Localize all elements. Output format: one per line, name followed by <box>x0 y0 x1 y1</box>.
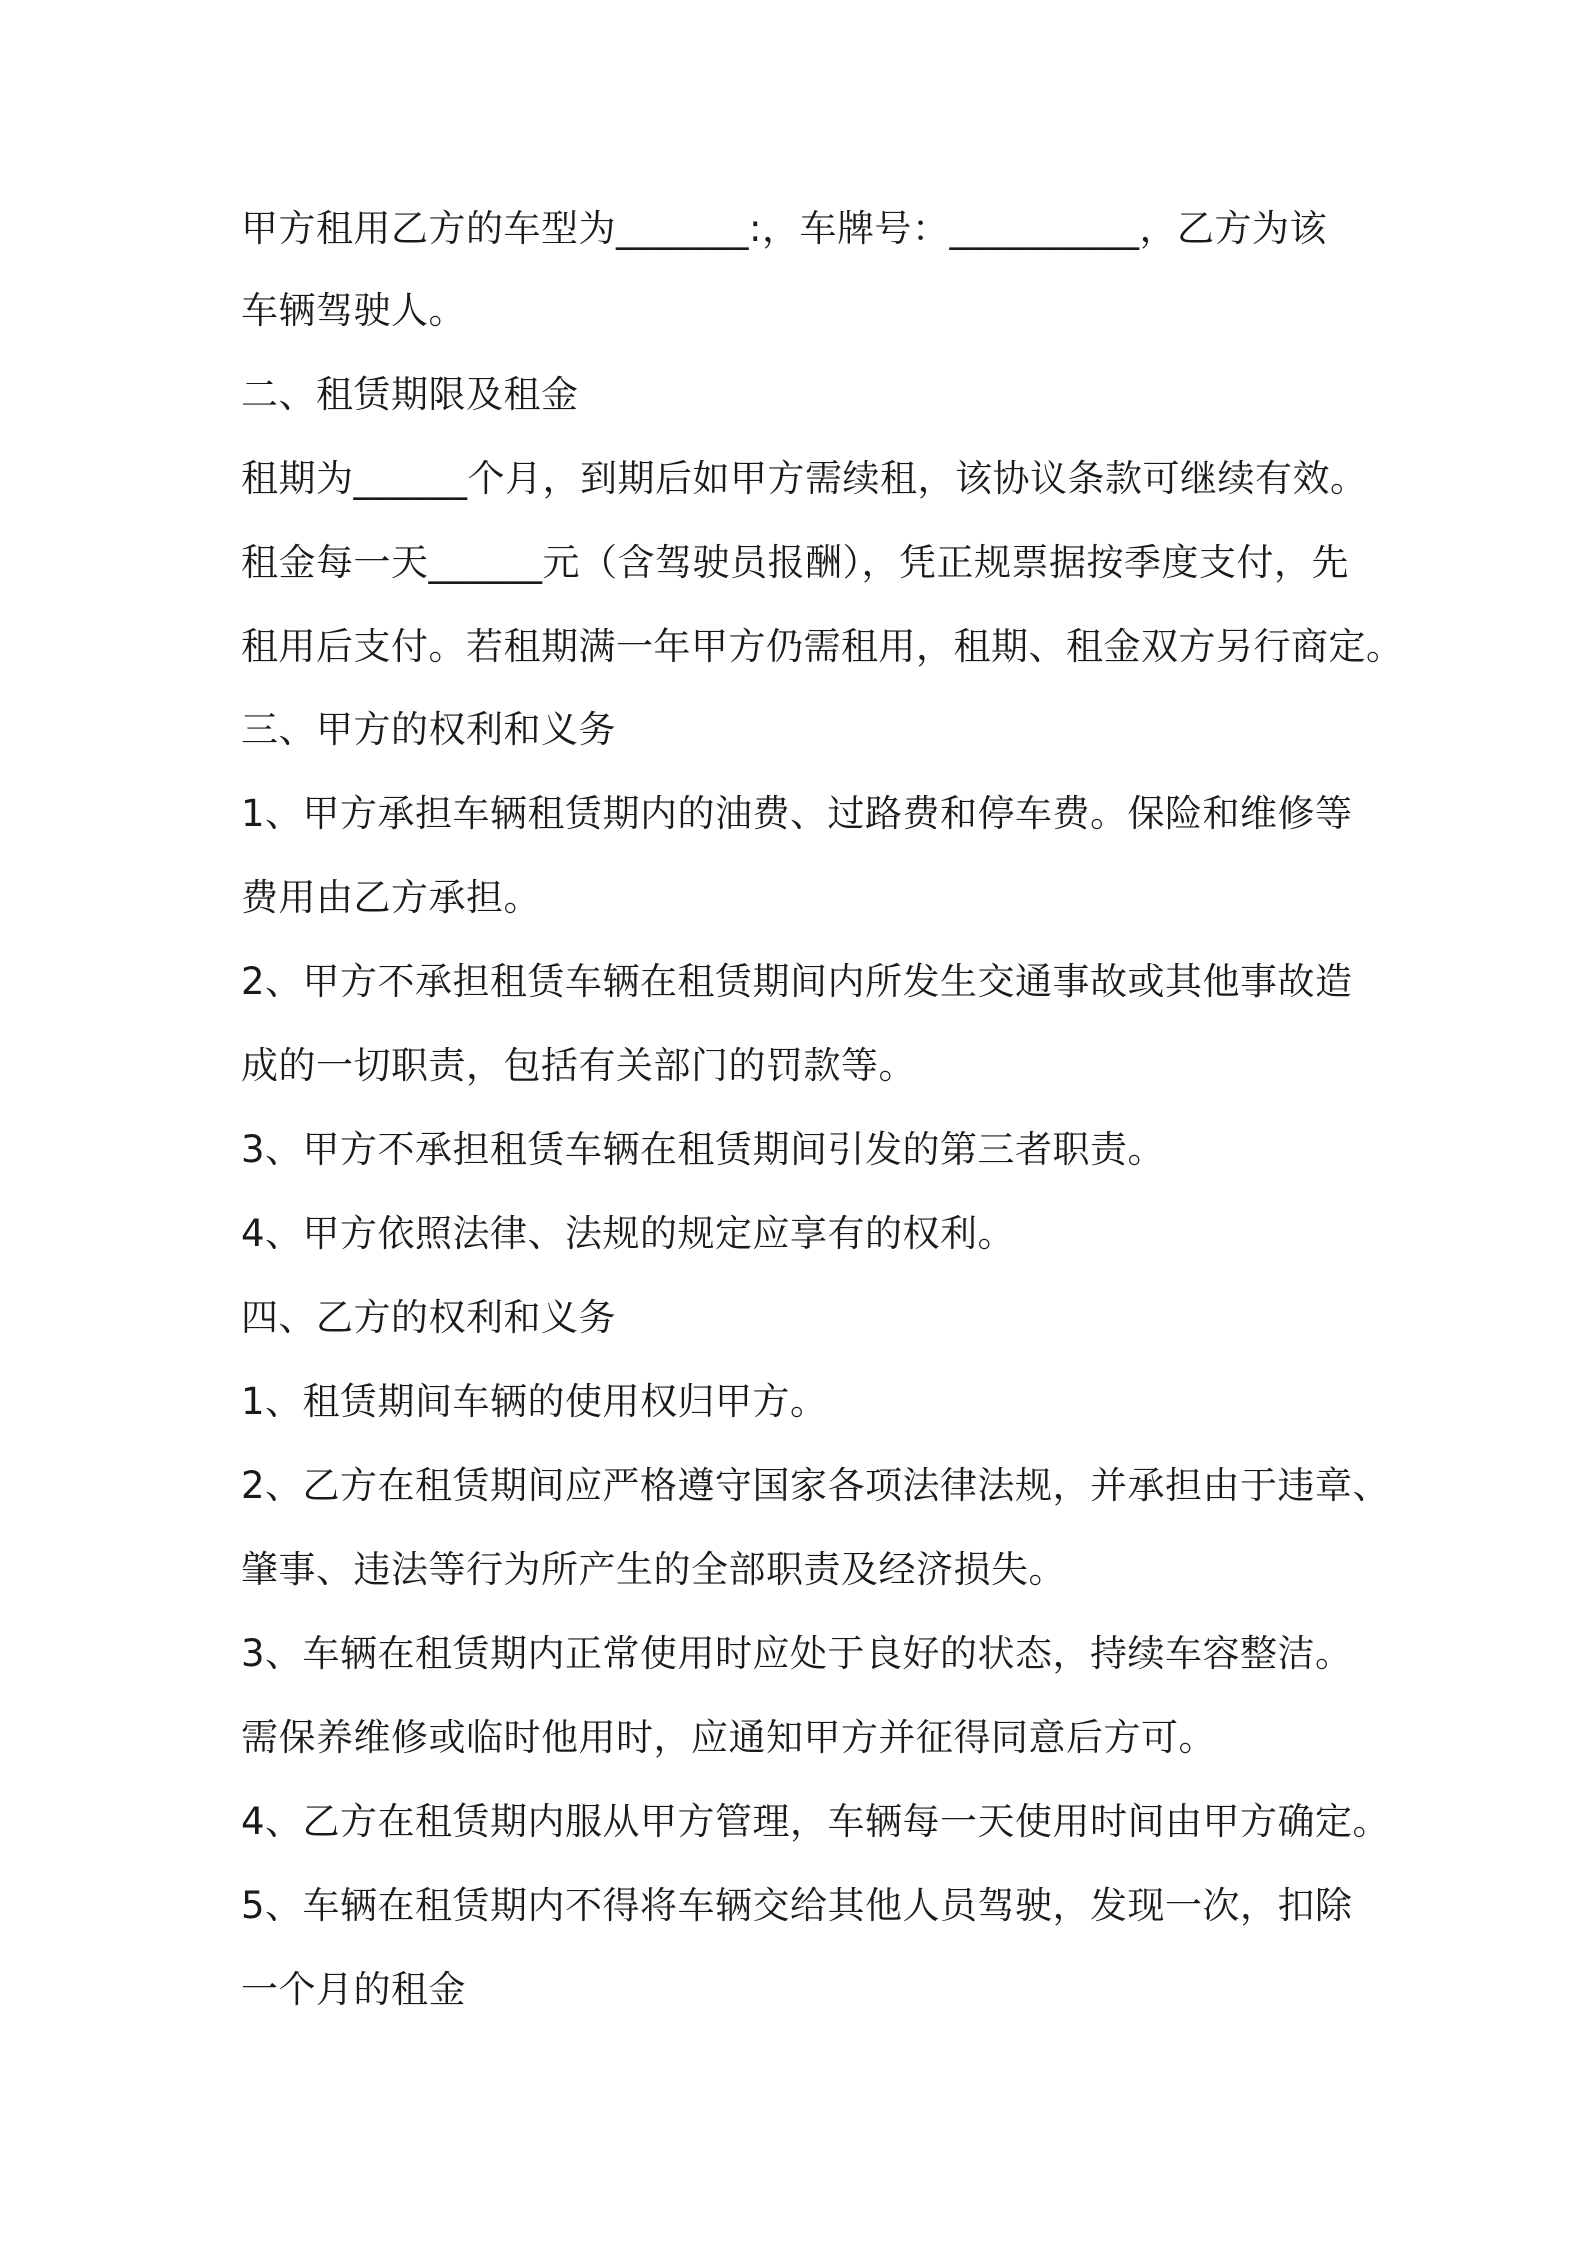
text-line: 肇事、违法等行为所产生的全部职责及经济损失。 <box>241 1548 1066 1591</box>
text-line: 3、甲方不承担租赁车辆在租赁期间引发的第三者职责。 <box>241 1128 1166 1171</box>
text-line: 费用由乙方承担。 <box>241 876 541 919</box>
text-line: 1、甲方承担车辆租赁期内的油费、过路费和停车费。保险和维修等 <box>241 792 1353 835</box>
text-line: 1、租赁期间车辆的使用权归甲方。 <box>241 1380 828 1423</box>
section-heading: 四、乙方的权利和义务 <box>241 1296 616 1339</box>
text-line: 租用后支付。若租期满一年甲方仍需租用，租期、租金双方另行商定。 <box>241 625 1404 668</box>
text-line: 3、车辆在租赁期内正常使用时应处于良好的状态，持续车容整洁。 <box>241 1632 1353 1675</box>
text-line: 车辆驾驶人。 <box>241 289 466 332</box>
text-line: 一个月的租金 <box>241 1968 466 2011</box>
text-line: 甲方租用乙方的车型为_______:，车牌号：__________，乙方为该 <box>241 207 1327 250</box>
text-line: 2、甲方不承担租赁车辆在租赁期间内所发生交通事故或其他事故造 <box>241 960 1353 1003</box>
text-line: 2、乙方在租赁期间应严格遵守国家各项法律法规，并承担由于违章、 <box>241 1464 1391 1507</box>
text-line: 4、乙方在租赁期内服从甲方管理，车辆每一天使用时间由甲方确定。 <box>241 1800 1391 1843</box>
text-line: 租期为______个月，到期后如甲方需续租，该协议条款可继续有效。 <box>241 457 1368 500</box>
section-heading: 三、甲方的权利和义务 <box>241 708 616 751</box>
text-line: 成的一切职责，包括有关部门的罚款等。 <box>241 1044 916 1087</box>
text-line: 租金每一天______元（含驾驶员报酬），凭正规票据按季度支付，先 <box>241 541 1349 584</box>
text-line: 4、甲方依照法律、法规的规定应享有的权利。 <box>241 1212 1016 1255</box>
text-line: 需保养维修或临时他用时，应通知甲方并征得同意后方可。 <box>241 1716 1216 1759</box>
text-line: 5、车辆在租赁期内不得将车辆交给其他人员驾驶，发现一次，扣除 <box>241 1884 1353 1927</box>
section-heading: 二、租赁期限及租金 <box>241 373 579 416</box>
